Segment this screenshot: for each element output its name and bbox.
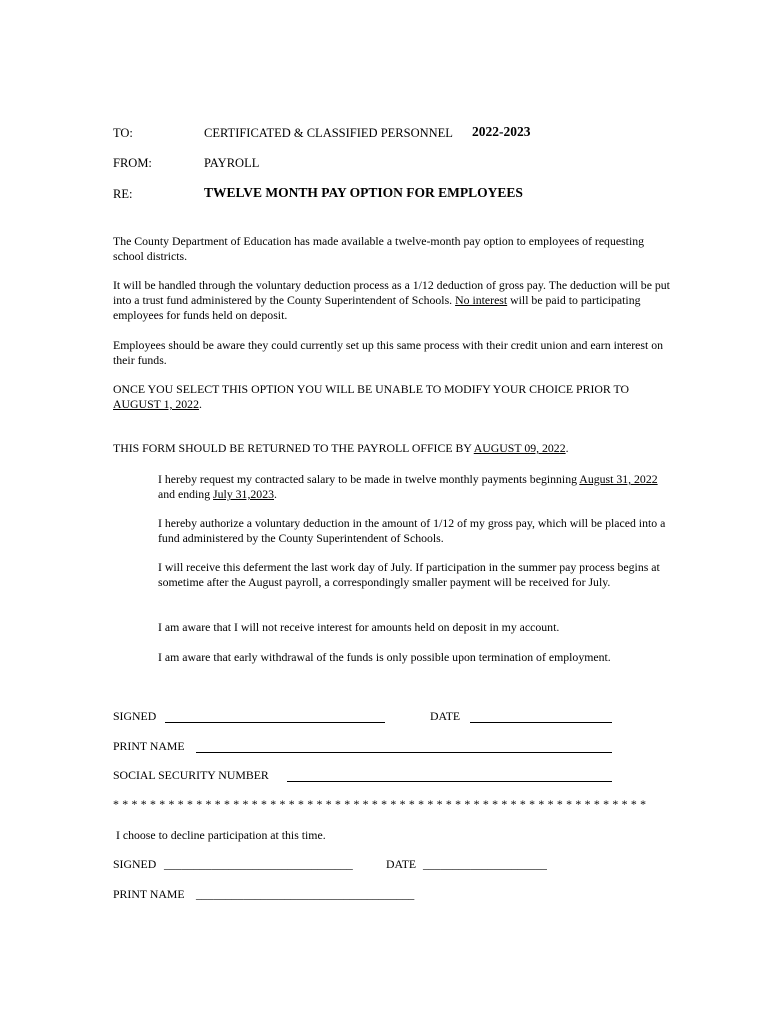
statement-deferment: I will receive this deferment the last work day of July. If participation in the summer pay process begins at sometime after the August payroll, a correspondingly smaller payment will be received for July. [158,560,660,589]
print-name-line[interactable] [196,751,612,753]
deadline-return: AUGUST 09, 2022 [473,441,566,455]
re-subject: TWELVE MONTH PAY OPTION FOR EMPLOYEES [204,185,523,200]
decline-signed-line[interactable]: ________________________________ [164,857,353,871]
statement-request [158,472,668,502]
paragraph-warning [113,382,673,412]
decline-signed-label: SIGNED [113,857,157,871]
deadline-modify: AUGUST 1, 2022 [113,396,199,411]
print-name-label: PRINT NAME [113,739,185,753]
separator-stars: * * * * * * * * * * * * * * * * * * * * * * * * * * * * * * * * * * * * * * * * * * * * * * * * * * * * * * * * * * [113,797,647,811]
decline-print-name-label: PRINT NAME [113,887,185,901]
to-label: TO: [113,126,133,140]
statement-request-text-b: and ending [158,486,214,501]
paragraph-intro: The County Department of Education has made available a twelve-month pay option to employees of requesting school districts. [113,234,645,263]
end-date: July 31,2023 [213,486,275,501]
no-interest-underline: No interest [455,292,508,307]
paragraph-return-text-a: THIS FORM SHOULD BE RETURNED TO THE PAYROLL OFFICE BY [113,441,474,455]
paragraph-deduction-text-b: will be paid to participating employees for funds held on deposit. [113,292,641,322]
ssn-line[interactable] [287,780,612,782]
from-label: FROM: [113,156,152,170]
paragraph-deduction-text-a: It will be handled through the voluntary deduction process as a 1/12 deduction of gross pay. The deduction will be put into a trust fund administered by the County Superintendent of Schools. [113,278,670,307]
school-year: 2022-2023 [472,124,531,139]
decline-date-line[interactable]: _____________________ [423,857,547,871]
decline-date-label: DATE [386,857,417,871]
statement-no-interest: I am aware that I will not receive interest for amounts held on deposit in my account. [158,620,560,634]
paragraph-warning-text-b: . [198,396,202,411]
decline-text: I choose to decline participation at this time. [116,828,326,842]
date-label: DATE [430,709,461,723]
signed-label: SIGNED [113,709,157,723]
statement-request-text-c: . [274,486,277,501]
decline-print-name-line[interactable]: _____________________________________ [196,887,415,901]
ssn-label: SOCIAL SECURITY NUMBER [113,768,269,782]
paragraph-credit-union: Employees should be aware they could currently set up this same process with their credit union and earn interest on their funds. [113,338,664,367]
re-label: RE: [113,187,133,201]
paragraph-return-text-b: . [565,441,569,455]
statement-request-text-a: I hereby request my contracted salary to be made in twelve monthly payments beginning [158,472,580,486]
statement-withdrawal: I am aware that early withdrawal of the funds is only possible upon termination of employment. [158,650,611,664]
to-value: CERTIFICATED & CLASSIFIED PERSONNEL [204,126,453,140]
paragraph-warning-text-a: ONCE YOU SELECT THIS OPTION YOU WILL BE UNABLE TO MODIFY YOUR CHOICE PRIOR TO [113,382,630,396]
paragraph-deduction [113,278,673,322]
signed-line[interactable] [165,721,385,723]
paragraph-return [113,441,713,456]
from-value: PAYROLL [204,156,260,170]
start-date: August 31, 2022 [579,472,658,486]
date-line[interactable] [470,721,612,723]
statement-authorize: I hereby authorize a voluntary deduction in the amount of 1/12 of my gross pay, which will be placed into a fund administered by the County Superintendent of Schools. [158,516,666,545]
